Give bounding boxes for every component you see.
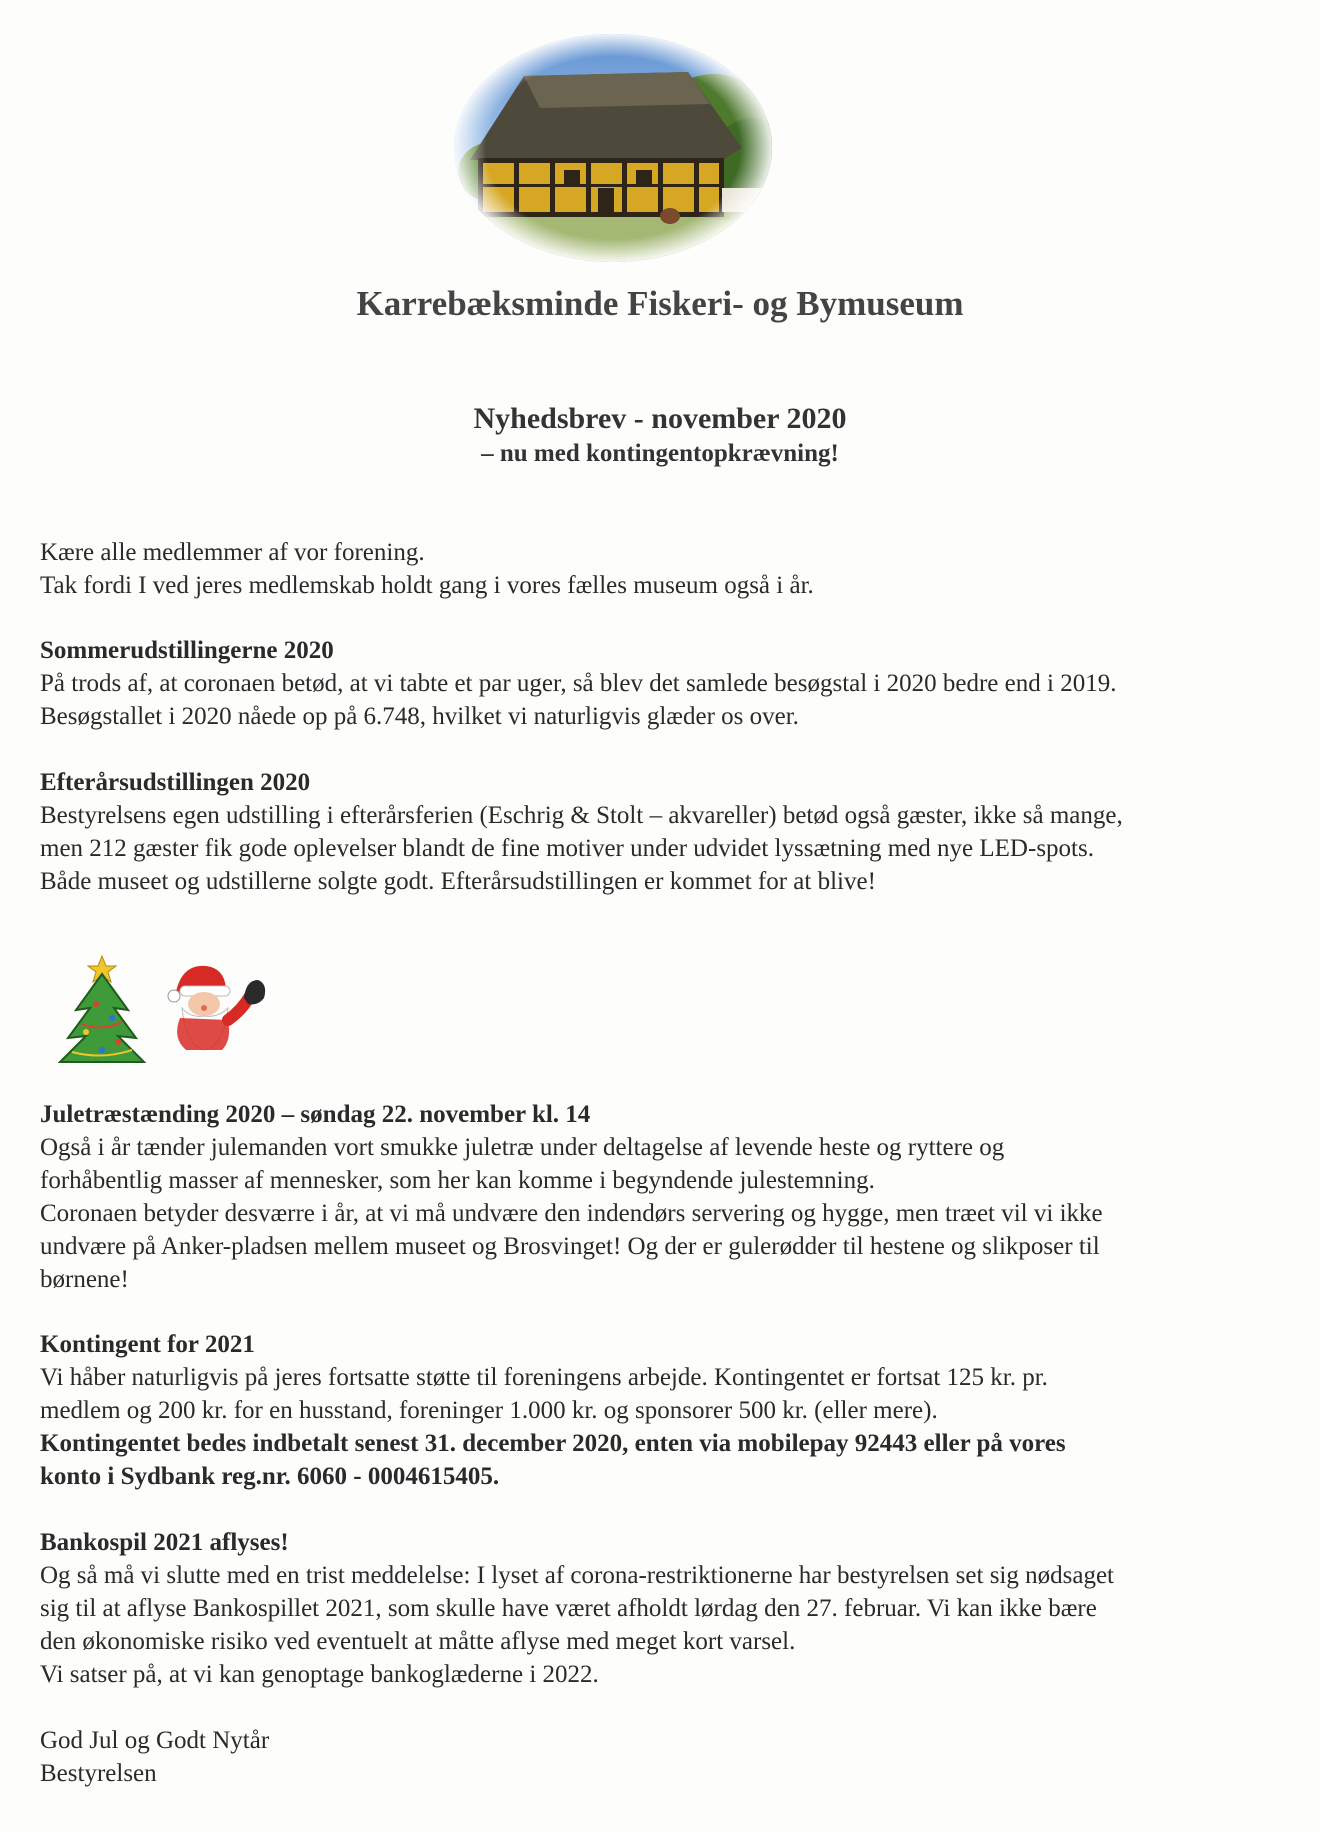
paragraph-line: medlem og 200 kr. for en husstand, foreninger 1.000 kr. og sponsorer 500 kr. (eller mere). xyxy=(40,1397,938,1424)
paragraph-line: undvære på Anker-pladsen mellem museet og Brosvinget! Og der er gulerødder til hestene og slikposer til xyxy=(40,1233,1100,1260)
paragraph-line: Vi satser på, at vi kan genoptage bankoglæderne i 2022. xyxy=(40,1661,599,1688)
bank-account: konto i Sydbank reg.nr. 6060 - 0004615405. xyxy=(40,1463,500,1490)
paragraph-line: sig til at aflyse Bankospillet 2021, som skulle have været afholdt lørdag den 27. februar. Vi kan ikke bære xyxy=(40,1595,1097,1622)
paragraph-line: men 212 gæster fik gode oplevelser blandt de fine motiver under udvidet lyssætning med nye LED-spots. xyxy=(40,835,1094,862)
section-christmas xyxy=(40,1098,1290,1296)
intro-thanks: Tak fordi I ved jeres medlemskab holdt gang i vores fælles museum også i år. xyxy=(40,572,814,599)
closing-signature: Bestyrelsen xyxy=(40,1760,157,1787)
paragraph-line: børnene! xyxy=(40,1266,129,1293)
closing-greeting: God Jul og Godt Nytår xyxy=(40,1727,270,1754)
paragraph-line: Bestyrelsens egen udstilling i efterårsferien (Eschrig & Stolt – akvareller) betød også gæster, ikke så mange, xyxy=(40,802,1123,829)
museum-title: Karrebæksminde Fiskeri- og Bymuseum xyxy=(356,284,964,323)
section-heading: Kontingent for 2021 xyxy=(40,1331,255,1358)
section-summer xyxy=(40,634,1290,733)
section-heading: Sommerudstillingerne 2020 xyxy=(40,637,334,664)
closing-block xyxy=(40,1724,1290,1790)
section-heading: Bankospil 2021 aflyses! xyxy=(40,1529,289,1556)
section-autumn xyxy=(40,766,1290,898)
newsletter-subtitle: – nu med kontingentopkrævning! xyxy=(481,440,839,467)
section-membership xyxy=(40,1328,1290,1493)
christmas-tree-icon xyxy=(56,952,148,1068)
paragraph-line: forhåbentlig masser af mennesker, som her kan komme i begyndende julestemning. xyxy=(40,1167,875,1194)
paragraph-line: På trods af, at coronaen betød, at vi tabte et par uger, så blev det samlede besøgstal i 2020 bedre end i 2019. xyxy=(40,670,1117,697)
section-bingo xyxy=(40,1526,1290,1691)
paragraph-line: Også i år tænder julemanden vort smukke juletræ under deltagelse af levende heste og ryttere og xyxy=(40,1134,1005,1161)
paragraph-line: Og så må vi slutte med en trist meddelelse: I lyset af corona-restriktionerne har bestyrelsen set sig nødsaget xyxy=(40,1562,1114,1589)
payment-instruction: Kontingentet bedes indbetalt senest 31. december 2020, enten via mobilepay 92443 eller på vores xyxy=(40,1430,1066,1457)
paragraph-line: Coronaen betyder desværre i år, at vi må undvære den indendørs servering og hygge, men træet vil vi ikke xyxy=(40,1200,1103,1227)
paragraph-line: Besøgstallet i 2020 nåede op på 6.748, hvilket vi naturligvis glæder os over. xyxy=(40,703,799,730)
intro-greeting: Kære alle medlemmer af vor forening. xyxy=(40,539,425,566)
paragraph-line: Vi håber naturligvis på jeres fortsatte støtte til foreningens arbejde. Kontingentet er fortsat 125 kr. pr. xyxy=(40,1364,1048,1391)
section-heading: Efterårsudstillingen 2020 xyxy=(40,769,311,796)
paragraph-line: den økonomiske risiko ved eventuelt at måtte aflyse med meget kort varsel. xyxy=(40,1628,796,1655)
section-heading: Juletræstænding 2020 – søndag 22. november kl. 14 xyxy=(40,1101,591,1128)
paragraph-line: Både museet og udstillerne solgte godt. Efterårsudstillingen er kommet for at blive! xyxy=(40,868,876,895)
newsletter-title: Nyhedsbrev - november 2020 xyxy=(473,402,847,435)
museum-logo-image xyxy=(452,32,774,264)
santa-claus-icon xyxy=(166,958,270,1054)
intro-block xyxy=(40,536,1290,602)
